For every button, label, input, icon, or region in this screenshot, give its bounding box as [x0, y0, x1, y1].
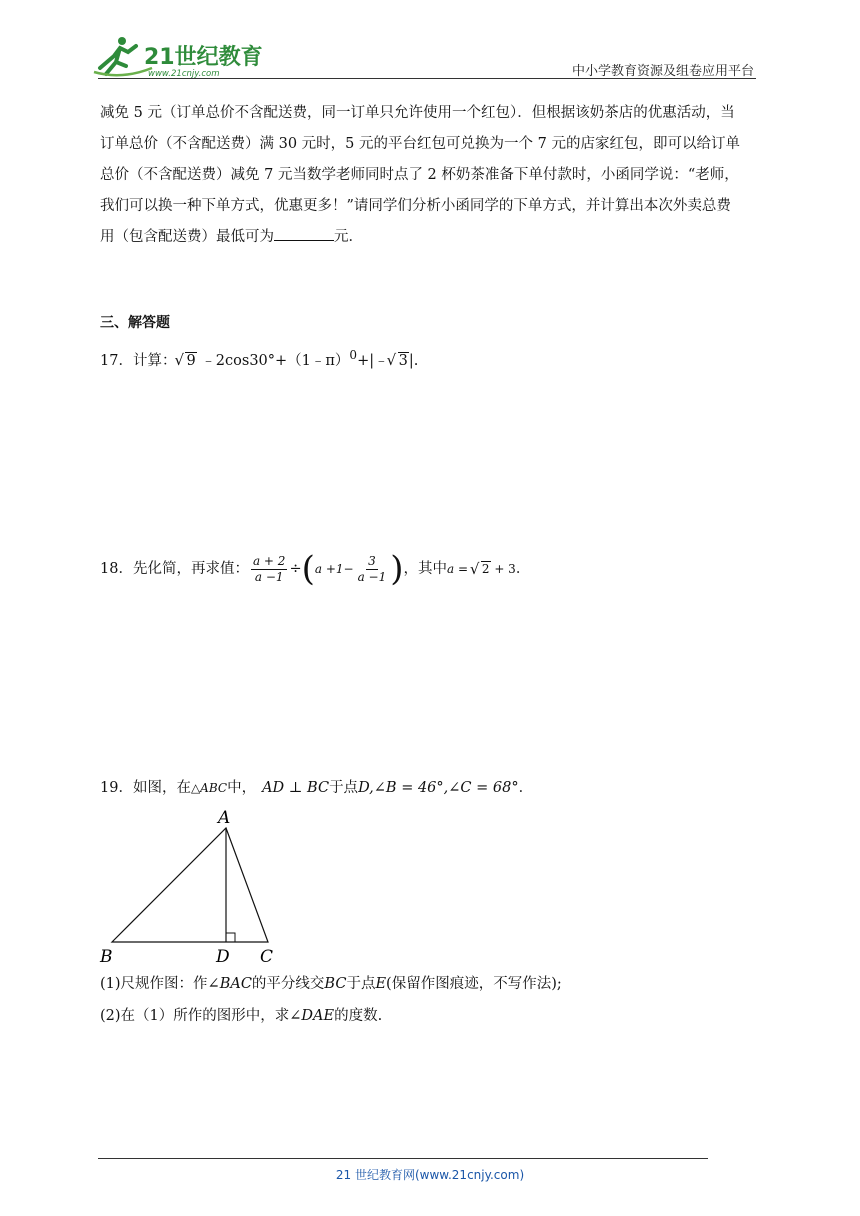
- q18-cond-lhs: a =: [447, 562, 472, 576]
- intro-line-5: [100, 222, 760, 253]
- q17-sqrt-arg: 9: [186, 352, 196, 369]
- q19-mid: 中，: [227, 780, 257, 796]
- q17-sqrt: [176, 353, 196, 369]
- label-a: A: [218, 808, 231, 828]
- q19-part2-b: ∠DAE: [289, 1008, 335, 1024]
- q19-part-2: [100, 1004, 382, 1025]
- q17-tail: +|﹣: [357, 352, 389, 369]
- q19-triangle: △ABC: [190, 781, 228, 795]
- label-c: C: [260, 947, 274, 967]
- logo-main-text: 21世纪教育: [144, 45, 262, 70]
- q18-end: ．: [515, 561, 531, 577]
- q19-condition-2: D,∠B = 46°,∠C = 68°: [358, 780, 519, 796]
- intro-paragraph: [100, 98, 760, 253]
- q19-part1-a: (1)尺规作图：作: [100, 976, 208, 992]
- q19-part1-g: (保留作图痕迹，不写作法);: [386, 976, 562, 992]
- q19-condition: AD ⊥ BC: [262, 780, 330, 796]
- q19-part1-f: E: [375, 976, 387, 992]
- q19-part2-c: 的度数.: [334, 1008, 383, 1024]
- q18-inner: a +1−: [314, 562, 354, 576]
- intro-line: 总价（不含配送费）减免 7 元当数学老师同时点了 2 杯奶茶准备下单付款时，小函同学说：“老师，: [100, 167, 739, 183]
- triangle-abc: [112, 828, 268, 942]
- label-b: B: [100, 947, 113, 967]
- intro-line: 我们可以换一种下单方式，优惠更多！”请同学们分析小函同学的下单方式，并计算出本次外卖总费: [100, 198, 731, 214]
- q17-mid: ﹣2cos30°+（1﹣π）: [196, 352, 350, 369]
- intro-line-5-before: 用（包含配送费）最低可为: [100, 229, 274, 245]
- q18-frac2-den: a −1: [357, 569, 387, 584]
- q18-fraction-1: [251, 554, 287, 585]
- section-title: 三、解答题: [100, 315, 170, 331]
- q17-prefix: 17．计算：: [100, 352, 177, 369]
- q19-part1-e: 于点: [346, 976, 376, 992]
- right-angle-mark: [226, 933, 235, 942]
- q18-cond-rhs: + 3: [490, 562, 516, 576]
- q19-part1-b: ∠BAC: [207, 976, 252, 992]
- question-18: [100, 549, 531, 589]
- answer-blank: [274, 226, 334, 241]
- q17-sqrt-arg-2: 3: [398, 352, 408, 369]
- label-d: D: [216, 947, 230, 967]
- footer-divider: [98, 1158, 708, 1159]
- q17-exponent: 0: [349, 348, 358, 362]
- intro-line: 减免 5 元（订单总价不含配送费，同一订单只允许使用一个红包）．但根据该奶茶店的优惠活动，当: [100, 105, 735, 121]
- q19-part-1: [100, 972, 562, 993]
- triangle-figure: [96, 806, 286, 968]
- q18-mid: ，其中: [403, 561, 448, 577]
- q18-right-paren: ): [390, 549, 404, 589]
- question-17: [100, 348, 418, 370]
- q19-part2-a: (2)在（1）所作的图形中，求: [100, 1008, 290, 1024]
- q18-prefix: 18．先化简，再求值：: [100, 561, 249, 577]
- header-divider: [98, 78, 756, 79]
- question-19: [100, 776, 533, 797]
- site-logo: [92, 34, 262, 80]
- q18-frac1-num: a + 2: [252, 553, 286, 568]
- q19-prefix: 19．如图，在: [100, 780, 191, 796]
- q18-frac1-den: a −1: [254, 569, 284, 584]
- q18-left-paren: (: [301, 549, 315, 589]
- q18-cond-sqrt-arg: 2: [481, 562, 490, 576]
- q17-end: |.: [408, 352, 419, 369]
- q18-div: ÷: [289, 561, 302, 577]
- q19-end: ．: [518, 780, 534, 796]
- header-right-text: 中小学教育资源及组卷应用平台: [571, 64, 754, 79]
- q19-mid2: 于点: [329, 780, 359, 796]
- q18-fraction-2: [356, 554, 389, 585]
- q19-part1-d: BC: [324, 976, 347, 992]
- logo-url-text: www.21cnjy.com: [148, 69, 220, 79]
- intro-line: 订单总价（不含配送费）满 30 元时，5 元的平台红包可兑换为一个 7 元的店家红包，即可以给订单: [100, 136, 740, 152]
- intro-line-5-after: 元．: [334, 229, 363, 245]
- q18-frac2-num: 3: [368, 553, 376, 568]
- q17-sqrt-2: [389, 353, 409, 369]
- q19-part1-c: 的平分线交: [251, 976, 325, 992]
- q18-cond-sqrt: [472, 562, 491, 576]
- footer-text: 21 世纪教育网(www.21cnjy.com): [335, 1168, 525, 1182]
